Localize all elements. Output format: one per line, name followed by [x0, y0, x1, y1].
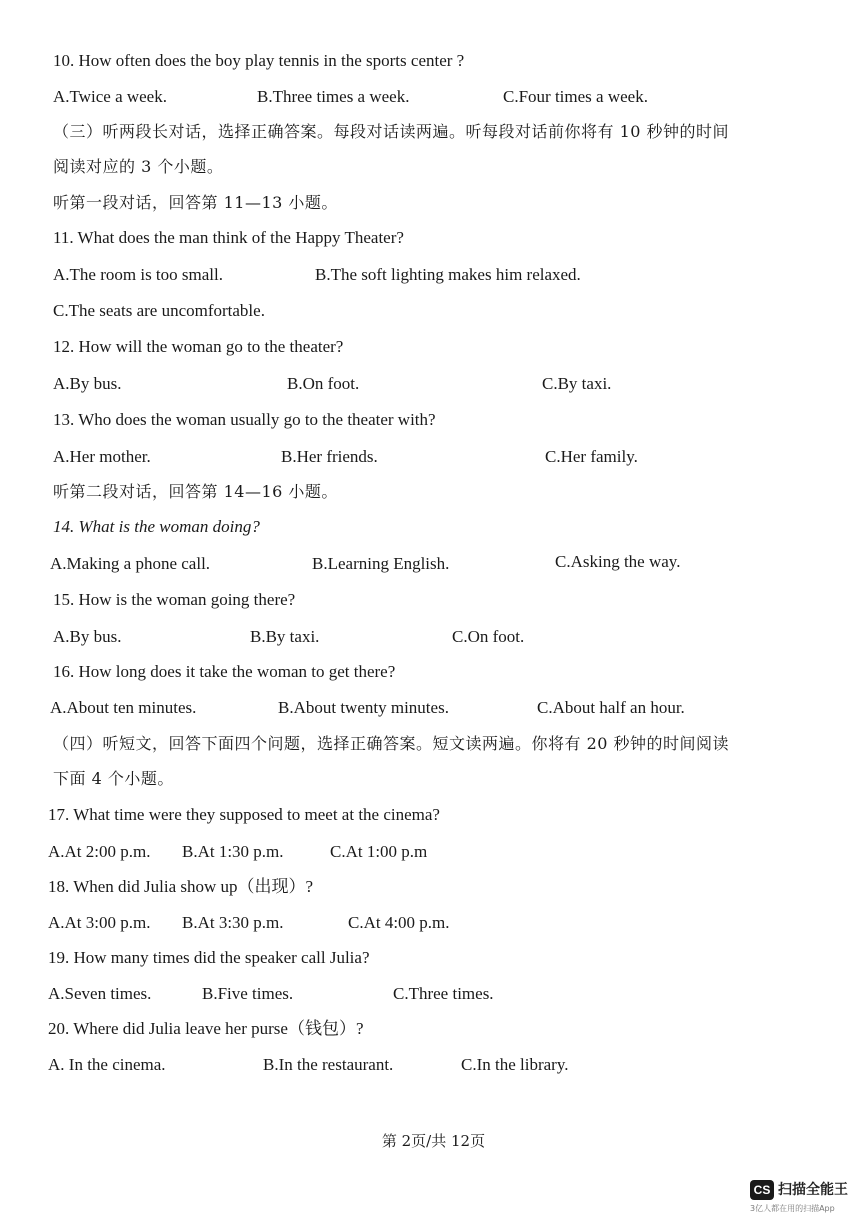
- q13-option-b: B.Her friends.: [281, 447, 378, 466]
- camscanner-logo-icon: CS: [750, 1180, 774, 1200]
- q19-option-c: C.Three times.: [393, 984, 494, 1003]
- q20-option-c: C.In the library.: [461, 1055, 569, 1074]
- q20-option-a: A. In the cinema.: [48, 1055, 166, 1074]
- section-3-instruction-cont: 阅读对应的 3 个小题。: [53, 157, 224, 176]
- watermark-subtitle: 3亿人都在用的扫描App: [750, 1204, 835, 1213]
- q14-option-a: A.Making a phone call.: [50, 554, 211, 573]
- q19-option-a: A.Seven times.: [48, 984, 152, 1003]
- q18-option-a: A.At 3:00 p.m.: [48, 913, 151, 932]
- q18-option-b: B.At 3:30 p.m.: [182, 913, 284, 932]
- q10-option-c: C.Four times a week.: [503, 87, 648, 106]
- question-16: 16. How long does it take the woman to get there?: [53, 662, 396, 681]
- q16-option-a: A.About ten minutes.: [50, 698, 197, 717]
- section-4-instruction-cont: 下面 4 个小题。: [53, 769, 174, 788]
- q11-option-c: C.The seats are uncomfortable.: [53, 301, 265, 320]
- q10-option-b: B.Three times a week.: [257, 87, 410, 106]
- q15-option-b: B.By taxi.: [250, 627, 320, 646]
- q15-option-c: C.On foot.: [452, 627, 525, 646]
- section-3-instruction: （三）听两段长对话，选择正确答案。每段对话读两遍。听每段对话前你将有 10 秒钟的时间: [53, 122, 730, 141]
- question-15: 15. How is the woman going there?: [53, 590, 296, 609]
- question-18: 18. When did Julia show up（出现）?: [48, 877, 314, 896]
- q12-option-a: A.By bus.: [53, 374, 122, 393]
- question-17: 17. What time were they supposed to meet at the cinema?: [48, 805, 440, 824]
- question-19: 19. How many times did the speaker call Julia?: [48, 948, 370, 967]
- q11-option-a: A.The room is too small.: [53, 265, 223, 284]
- q19-option-b: B.Five times.: [202, 984, 294, 1003]
- q12-option-c: C.By taxi.: [542, 374, 612, 393]
- q17-option-a: A.At 2:00 p.m.: [48, 842, 151, 861]
- q18-option-c: C.At 4:00 p.m.: [348, 913, 450, 932]
- q12-option-b: B.On foot.: [287, 374, 360, 393]
- section-4-instruction: （四）听短文，回答下面四个问题，选择正确答案。短文读两遍。你将有 20 秒钟的时间阅读: [53, 734, 730, 753]
- scanner-watermark: [748, 1180, 863, 1220]
- question-13: 13. Who does the woman usually go to the theater with?: [53, 410, 436, 429]
- dialogue-1-heading: 听第一段对话，回答第 11—13 小题。: [53, 193, 338, 212]
- question-20: 20. Where did Julia leave her purse（钱包）?: [48, 1019, 364, 1038]
- q17-option-c: C.At 1:00 p.m: [330, 842, 428, 861]
- q11-option-b: B.The soft lighting makes him relaxed.: [315, 265, 581, 284]
- q14-option-b: B.Learning English.: [312, 554, 450, 573]
- question-12: 12. How will the woman go to the theater?: [53, 337, 344, 356]
- watermark-title: 扫描全能王: [778, 1182, 848, 1198]
- q16-option-b: B.About twenty minutes.: [278, 698, 449, 717]
- q16-option-c: C.About half an hour.: [537, 698, 685, 717]
- q20-option-b: B.In the restaurant.: [263, 1055, 394, 1074]
- q10-option-a: A.Twice a week.: [53, 87, 167, 106]
- question-10: 10. How often does the boy play tennis in the sports center ?: [53, 51, 465, 70]
- q17-option-b: B.At 1:30 p.m.: [182, 842, 284, 861]
- question-11: 11. What does the man think of the Happy Theater?: [53, 228, 404, 247]
- q15-option-a: A.By bus.: [53, 627, 122, 646]
- q13-option-a: A.Her mother.: [53, 447, 151, 466]
- dialogue-2-heading: 听第二段对话，回答第 14—16 小题。: [53, 482, 338, 501]
- question-14: 14. What is the woman doing?: [53, 517, 260, 536]
- q13-option-c: C.Her family.: [545, 447, 638, 466]
- page-number: 第 2页/共 12页: [381, 1132, 486, 1150]
- q14-option-c: C.Asking the way.: [555, 552, 681, 571]
